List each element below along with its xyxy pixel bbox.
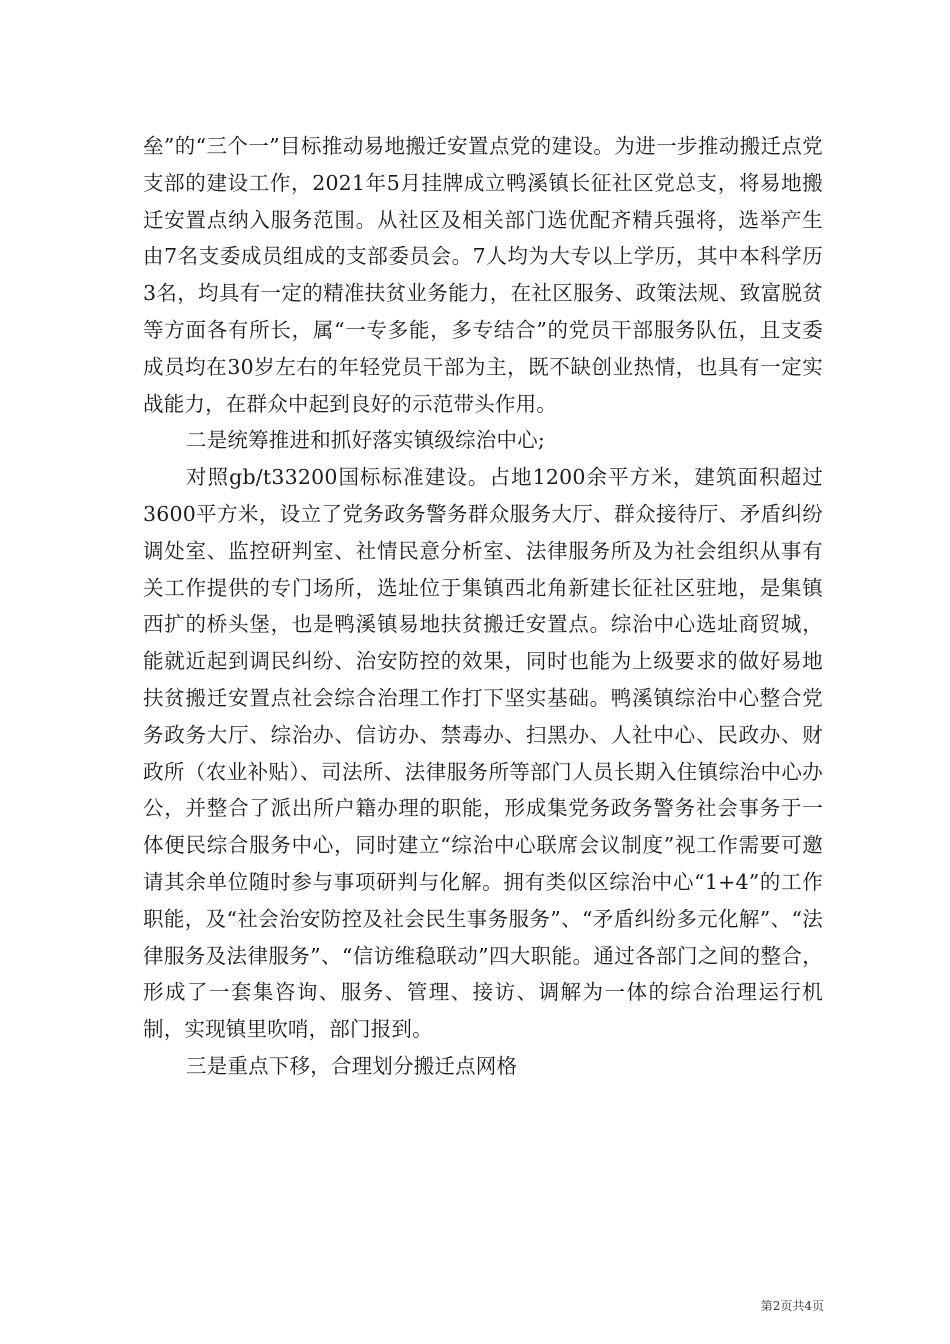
section-heading-two: 二是统筹推进和抓好落实镇级综治中心;: [186, 428, 546, 453]
body-paragraph-continuation: 垒”的“三个一”目标推动易地搬迁安置点党的建设。为进一步推动搬迁点党支部的建设工作，2021年5月挂牌成立鸭溪镇长征社区党总支，将易地搬迁安置点纳入服务范围。从社区及相关部门选优配齐精兵强将，选举产生由7名支委成员组成的支部委员会。7人均为大专以上学历，其中本科学历3名，均具有一定的精准扶贫业务能力，在社区服务、政策法规、致富脱贫等方面各有所长，属“一专多能，多专结合”的党员干部服务队伍，且支委成员均在30岁左右的年轻党员干部为主，既不缺创业热情，也具有一定实战能力，在群众中起到良好的示范带头作用。: [143, 134, 823, 416]
section-heading-three: 三是重点下移，合理划分搬迁点网格: [186, 1053, 518, 1078]
body-paragraph-center: 对照gb/t33200国标标准建设。占地1200余平方米，建筑面积超过3600平方米，设立了党务政务警务群众服务大厅、群众接待厅、矛盾纠纷调处室、监控研判室、社情民意分析室、法律服务所及为社会组织从事有关工作提供的专门场所，选址位于集镇西北角新建长征社区驻地，是集镇西扩的桥头堡，也是鸭溪镇易地扶贫搬迁安置点。综治中心选址商贸城，能就近起到调民纠纷、治安防控的效果，同时也能为上级要求的做好易地扶贫搬迁安置点社会综合治理工作打下坚实基础。鸭溪镇综治中心整合党务政务大厅、综治办、信访办、禁毒办、扫黑办、人社中心、民政办、财政所（农业补贴）、司法所、法律服务所等部门人员长期入住镇综治中心办公，并整合了派出所户籍办理的职能，形成集党务政务警务社会事务于一体便民综合服务中心，同时建立“综治中心联席会议制度”视工作需要可邀请其余单位随时参与事项研判与化解。拥有类似区综治中心“1+4”的工作职能，及“社会治安防控及社会民生事务服务”、“矛盾纠纷多元化解”、“法律服务及法律服务”、“信访维稳联动”四大职能。通过各部门之间的整合，形成了一套集咨询、服务、管理、接访、调解为一体的综合治理运行机制，实现镇里吹哨，部门报到。: [143, 465, 823, 1042]
document-body: [143, 128, 823, 1085]
page-number-footer: 第2页共4页: [760, 1299, 824, 1313]
